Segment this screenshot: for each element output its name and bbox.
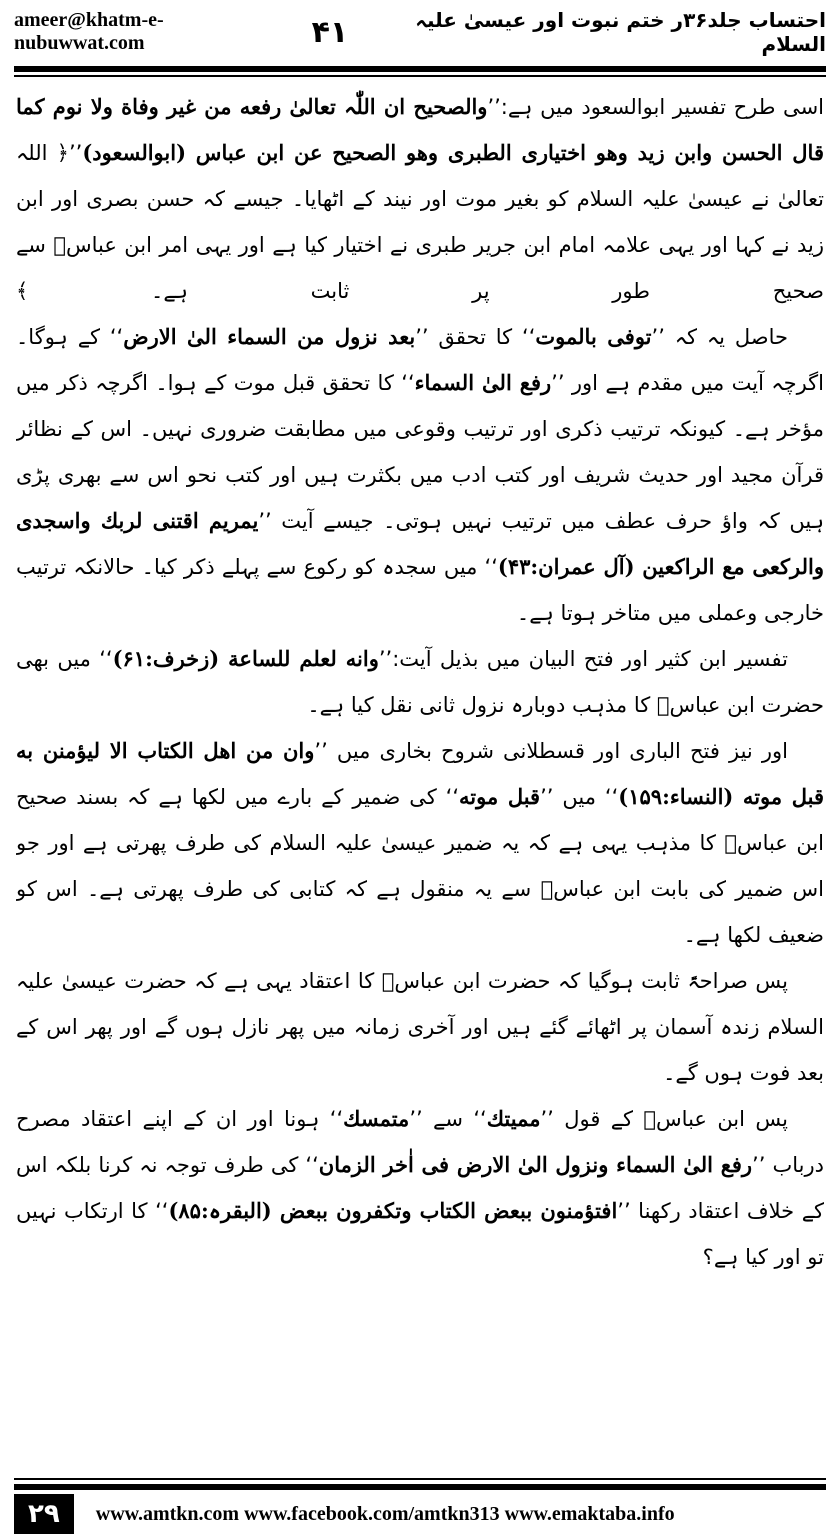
p6-arabic-1: ممیتك — [486, 1106, 541, 1131]
paragraph-1 — [16, 84, 824, 314]
p2-text-2: ‘‘ کا تحقق ’’ — [415, 325, 536, 349]
paragraph-3 — [16, 636, 824, 728]
p4-text-3: ‘‘ کی ضمیر کے بارے میں لکھا ہے کہ بسند صحیح ابن عباسؓ کا مذہب یہی ہے کہ یہ ضمیر عیسیٰ علیہ السلام کی طرف پھرتی ہے اور جو اس ضمیر کی بابت ابن عباسؓ سے یہ منقول ہے کہ کتابی کی طرف پھرتی ہے۔ اس کو ضعیف لکھا ہے۔ — [16, 785, 824, 947]
p6-text-2: ‘‘ سے ’’ — [409, 1107, 487, 1131]
paragraph-4 — [16, 728, 824, 958]
footer-rule-thick — [14, 1484, 826, 1490]
p2-text-4: ‘‘ کا تحقق قبل موت کے ہوا۔ اگرچہ ذکر میں مؤخر ہے۔ کیونکہ ترتیب ذکری اور ترتیب وقوعی میں مطابقت ضروری نہیں۔ اس کے نظائر قرآن مجید اور حدیث شریف اور کتب ادب میں بکثرت ہیں اور کتب نحو اس سے بھری پڑی ہیں کہ واؤ حرف عطف میں ترتیب نہیں ہوتی۔ جیسے آیت ’’ — [16, 371, 824, 533]
p4-arabic-2: قبل موته — [459, 784, 541, 809]
p6-arabic-2: متمسك — [343, 1106, 410, 1131]
p2-arabic-3: رفع الیٰ السماء — [414, 370, 552, 395]
running-title: احتساب جلد۳۶ر ختم نبوت اور عیسیٰ علیہ السلام — [415, 8, 826, 56]
p2-text-1: حاصل یہ کہ ’’ — [651, 325, 788, 349]
page-body — [16, 84, 824, 1460]
p2-text-5: ‘‘ میں سجدہ کو رکوع سے پہلے ذکر کیا۔ حالانکہ ترتیب خارجی وعملی میں متاخر ہوتا ہے۔ — [16, 555, 824, 625]
page-number: ۴۱ — [311, 14, 349, 50]
p6-text-4: ‘‘ کی طرف توجہ نہ کرنا بلکہ اس کے خلاف اعتقاد رکھنا ’’ — [16, 1153, 824, 1223]
p4-text-1: اور نیز فتح الباری اور قسطلانی شروح بخاری میں ’’ — [314, 739, 788, 763]
header-rule-thin — [14, 75, 826, 77]
page-footer — [14, 1494, 826, 1534]
footer-urls: www.amtkn.com www.facebook.com/amtkn313 www.emaktaba.info — [95, 1502, 675, 1525]
p6-arabic-4: افتؤمنون ببعض الکتاب وتکفرون ببعض (البقرہ:۸۵) — [168, 1198, 618, 1223]
p1-translation: ’’﴿ اللہ تعالیٰ نے عیسیٰ علیہ السلام کو بغیر موت اور نیند کے اٹھایا۔ جیسے کہ حسن بصری اور ابن زید نے کہا اور یہی علامہ امام ابن جریر طبری نے اختیار کیا ہے اور یہی امر ابن عباسؓ سے صحیح طور پر ثابت ہے۔ ﴾ — [16, 141, 824, 303]
p3-arabic-1: وانه لعلم للساعة (زخرف:۶۱) — [112, 646, 379, 671]
p6-text-3: ‘‘ ہونا اور ان کے اپنے اعتقاد مصرح درباب ’’ — [16, 1107, 824, 1177]
p6-text-1: پس ابن عباسؓ کے قول ’’ — [540, 1107, 788, 1131]
paragraph-5: پس صراحۃً ثابت ہوگیا کہ حضرت ابن عباسؓ کا اعتقاد یہی ہے کہ حضرت عیسیٰ علیہ السلام زندہ آسمان پر اٹھائے گئے ہیں اور آخری زمانہ میں پھر نازل ہوں گے اور پھر اس کے بعد فوت ہوں گے۔ — [16, 969, 824, 1085]
p2-arabic-2: بعد نزول من السماء الیٰ الارض — [123, 324, 416, 349]
p4-text-2: ‘‘ میں ’’ — [540, 785, 619, 809]
p2-arabic-1: توفی بالموت — [535, 324, 652, 349]
page-header — [14, 0, 826, 64]
footer-rule-thin — [14, 1478, 826, 1480]
paragraph-2 — [16, 314, 824, 636]
p6-text-5: ‘‘ کا ارتکاب نہیں تو اور کیا ہے؟ — [16, 1199, 824, 1269]
header-email: ameer@khatm-e-nubuwwat.com — [14, 9, 164, 54]
folio-number: ۲۹ — [14, 1494, 74, 1534]
p1-intro: اسی طرح تفسیر ابوالسعود میں ہے:’’ — [487, 95, 824, 119]
p3-text-1: تفسیر ابن کثیر اور فتح البیان میں بذیل آیت:’’ — [378, 647, 788, 671]
p2-arabic-4: یمریم اقتنی لربك واسجدی والرکعی مع الراکعین (آل عمران:۴۳) — [16, 508, 824, 579]
p4-arabic-1: وان من اھل الکتاب الا لیؤمنن به قبل موته (النساء:۱۵۹) — [16, 738, 824, 809]
p1-arabic-quote: والصحیح ان اللّٰہ تعالیٰ رفعه من غیر وفاة ولا نوم کما قال الحسن وابن زید وھو اختیاری الطبری وھو الصحیح عن ابن عباس (ابوالسعود) — [16, 94, 824, 165]
p2-text-3: ‘‘ کے ہوگا۔ اگرچہ آیت میں مقدم ہے اور ’’ — [16, 325, 824, 395]
p6-arabic-3: رفع الیٰ السماء ونزول الیٰ الارض فی اٰخر الزمان — [318, 1152, 753, 1177]
paragraph-6 — [16, 1096, 824, 1280]
p3-text-2: ‘‘ میں بھی حضرت ابن عباسؓ کا مذہب دوبارہ نزول ثانی نقل کیا ہے۔ — [16, 647, 824, 717]
header-rule-thick — [14, 66, 826, 72]
